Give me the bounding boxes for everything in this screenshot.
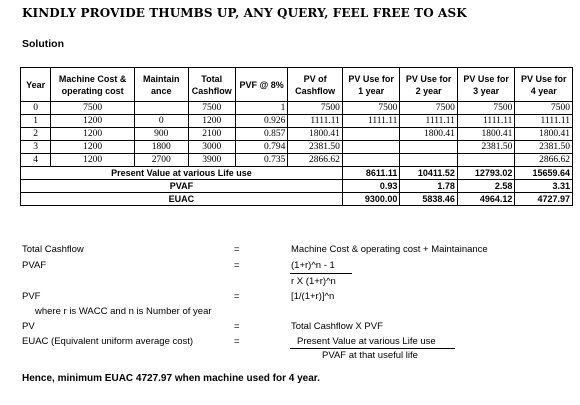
summary-value: 15659.64 xyxy=(515,167,573,180)
table-cell xyxy=(342,141,400,154)
table-cell: 1 xyxy=(235,102,287,115)
column-header: PV Use for 3 year xyxy=(457,68,515,102)
table-row xyxy=(21,154,573,167)
table-cell: 7500 xyxy=(515,102,573,115)
summary-value: 4964.12 xyxy=(457,193,515,206)
table-cell: 2 xyxy=(21,128,51,141)
summary-value: 2.58 xyxy=(457,180,515,193)
table-cell: 2100 xyxy=(188,128,235,141)
table-cell: 1111.11 xyxy=(515,115,573,128)
pvaf-eq: = xyxy=(234,260,240,271)
table-cell: 2381.50 xyxy=(457,141,515,154)
table-cell: 0.794 xyxy=(235,141,287,154)
table-row xyxy=(21,115,573,128)
euac-numerator: Present Value at various Life use xyxy=(297,336,436,347)
table-cell: 1200 xyxy=(51,154,135,167)
summary-value: 12793.02 xyxy=(457,167,515,180)
table-cell: 2381.50 xyxy=(515,141,573,154)
table-cell: 4 xyxy=(21,154,51,167)
table-cell: 2866.62 xyxy=(288,154,342,167)
table-row xyxy=(21,141,573,154)
table-cell xyxy=(135,102,188,115)
summary-value: 5838.46 xyxy=(400,193,458,206)
pvf-label: PVF xyxy=(22,291,41,302)
euac-eq: = xyxy=(234,336,240,347)
column-header: PV Use for 1 year xyxy=(342,68,400,102)
table-cell: 0 xyxy=(135,115,188,128)
summary-value: 1.78 xyxy=(400,180,458,193)
summary-label: Present Value at various Life use xyxy=(21,167,343,180)
table-header-row xyxy=(21,68,573,102)
table-row xyxy=(21,102,573,115)
table-cell: 1111.11 xyxy=(457,115,515,128)
table-cell: 7500 xyxy=(288,102,342,115)
conclusion: Hence, minimum EUAC 4727.97 when machine used for 4 year. xyxy=(22,373,320,384)
column-header: PV Use for 4 year xyxy=(515,68,573,102)
table-cell: 3000 xyxy=(188,141,235,154)
pv-label: PV xyxy=(22,321,35,332)
pvf-formula: [1/(1+r)]^n xyxy=(291,291,335,302)
cashflow-table xyxy=(20,67,573,206)
pvf-eq: = xyxy=(234,291,240,302)
table-cell: 2700 xyxy=(135,154,188,167)
table-cell xyxy=(457,154,515,167)
column-header: PV Use for 2 year xyxy=(400,68,458,102)
table-row xyxy=(21,128,573,141)
table-cell: 1111.11 xyxy=(288,115,342,128)
table-cell: 1200 xyxy=(188,115,235,128)
table-cell: 1200 xyxy=(51,141,135,154)
summary-value: 3.31 xyxy=(515,180,573,193)
table-cell: 3900 xyxy=(188,154,235,167)
table-cell: 7500 xyxy=(342,102,400,115)
table-cell xyxy=(400,154,458,167)
euac-fraction-line xyxy=(290,348,455,349)
table-cell: 3 xyxy=(21,141,51,154)
summary-row xyxy=(21,167,573,180)
summary-row xyxy=(21,180,573,193)
column-header: Total Cashflow xyxy=(188,68,235,102)
table-cell: 1800.41 xyxy=(457,128,515,141)
summary-label: PVAF xyxy=(21,180,343,193)
table-cell: 7500 xyxy=(457,102,515,115)
table-cell: 1800 xyxy=(135,141,188,154)
table-cell xyxy=(342,154,400,167)
column-header: PV of Cashflow xyxy=(288,68,342,102)
table-cell: 900 xyxy=(135,128,188,141)
total-cashflow-formula: Machine Cost & operating cost + Maintainance xyxy=(291,244,488,255)
table-cell: 1800.41 xyxy=(288,128,342,141)
table-cell xyxy=(342,128,400,141)
table-cell: 0.857 xyxy=(235,128,287,141)
table-cell: 0.735 xyxy=(235,154,287,167)
pvf-note: where r is WACC and n is Number of year xyxy=(35,306,212,317)
summary-label: EUAC xyxy=(21,193,343,206)
column-header: Machine Cost & operating cost xyxy=(51,68,135,102)
pvaf-fraction-line xyxy=(290,273,352,274)
table-cell xyxy=(400,141,458,154)
table-cell: 1111.11 xyxy=(400,115,458,128)
table-cell: 7500 xyxy=(400,102,458,115)
table-cell: 1 xyxy=(21,115,51,128)
summary-value: 9300.00 xyxy=(342,193,400,206)
table-cell: 2866.62 xyxy=(515,154,573,167)
table-cell: 0 xyxy=(21,102,51,115)
euac-label: EUAC (Equivalent uniform average cost) xyxy=(22,336,194,347)
column-header: Maintain ance xyxy=(135,68,188,102)
pv-eq: = xyxy=(234,321,240,332)
column-header: Year xyxy=(21,68,51,102)
table-cell: 2381.50 xyxy=(288,141,342,154)
table-cell: 0.926 xyxy=(235,115,287,128)
table-cell: 1200 xyxy=(51,128,135,141)
pvaf-label: PVAF xyxy=(22,260,47,271)
table-cell: 1111.11 xyxy=(342,115,400,128)
table-cell: 7500 xyxy=(51,102,135,115)
summary-value: 10411.52 xyxy=(400,167,458,180)
pvaf-denominator: r X (1+r)^n xyxy=(291,276,336,287)
table-cell: 1200 xyxy=(51,115,135,128)
summary-row xyxy=(21,193,573,206)
pvaf-numerator: (1+r)^n - 1 xyxy=(291,260,335,271)
table-cell: 1800.41 xyxy=(515,128,573,141)
column-header: PVF @ 8% xyxy=(235,68,287,102)
total-cashflow-label: Total Cashflow xyxy=(22,244,84,255)
euac-denominator: PVAF at that useful life xyxy=(322,350,418,361)
total-cashflow-eq: = xyxy=(234,244,240,255)
table-cell: 7500 xyxy=(188,102,235,115)
summary-value: 4727.97 xyxy=(515,193,573,206)
pv-formula: Total Cashflow X PVF xyxy=(291,321,383,332)
summary-value: 0.93 xyxy=(342,180,400,193)
page-header: KINDLY PROVIDE THUMBS UP, ANY QUERY, FEEL FREE TO ASK xyxy=(22,6,467,20)
solution-label: Solution xyxy=(22,38,64,50)
table-cell: 1800.41 xyxy=(400,128,458,141)
summary-value: 8611.11 xyxy=(342,167,400,180)
